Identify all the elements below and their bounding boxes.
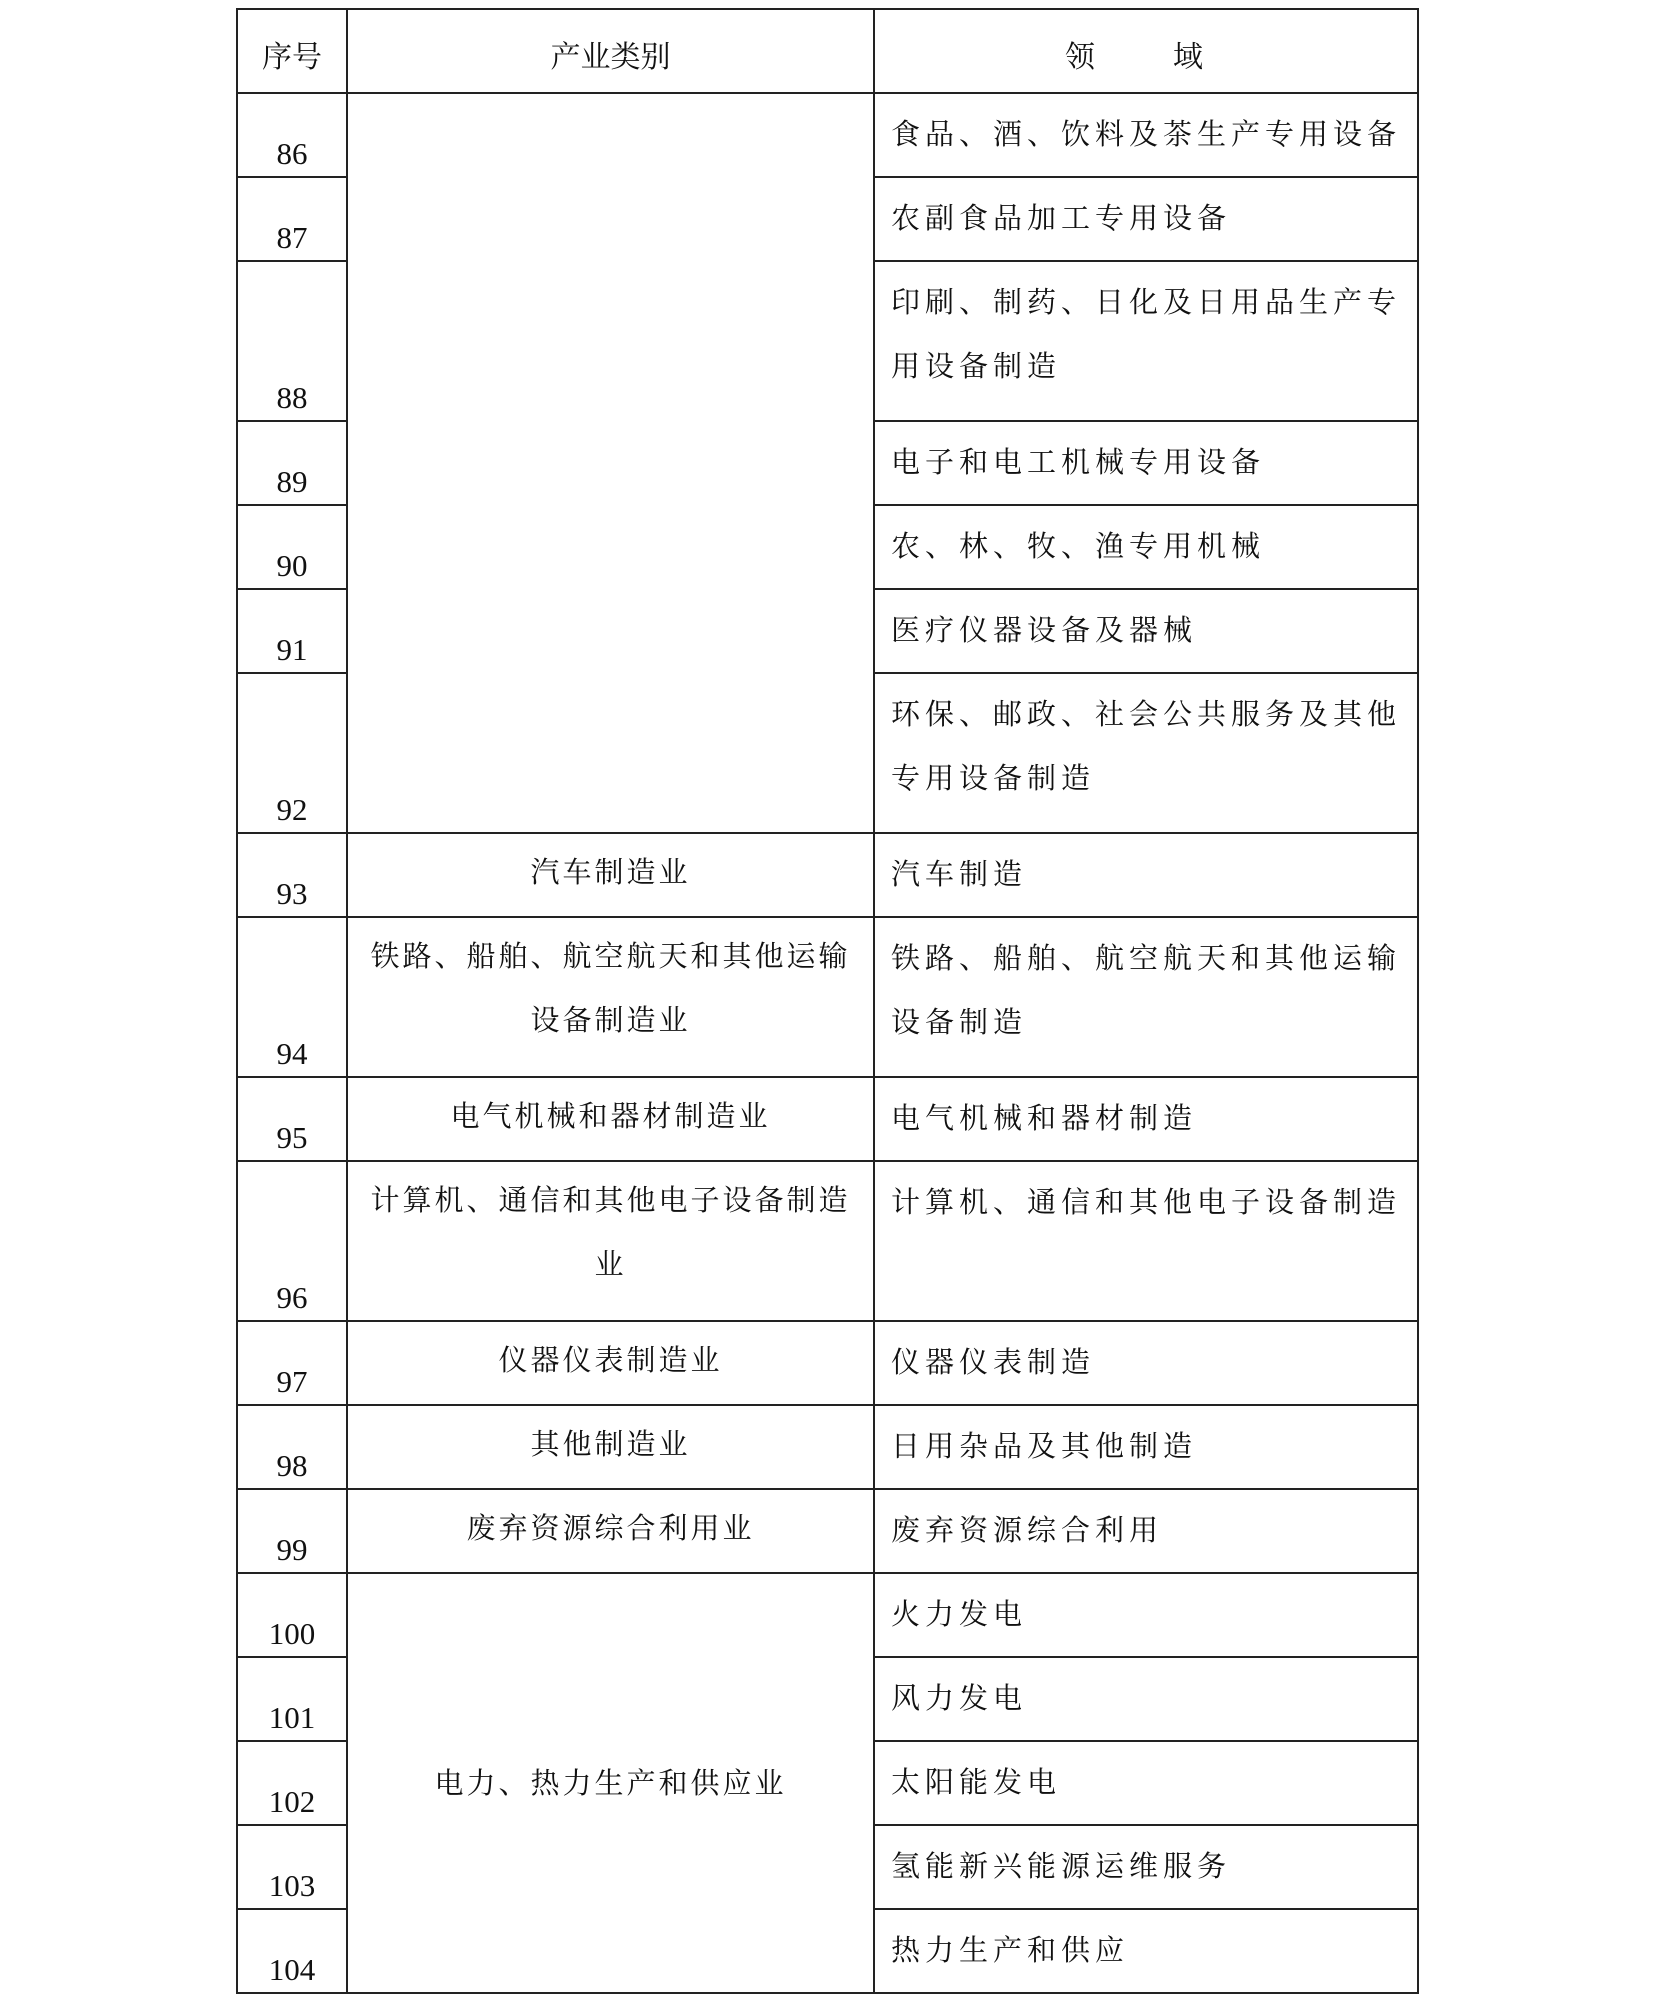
row-category: 废弃资源综合利用业 xyxy=(347,1489,874,1573)
industry-table xyxy=(236,8,1419,1994)
row-category: 其他制造业 xyxy=(347,1405,874,1489)
row-index: 88 xyxy=(237,261,347,421)
table-row xyxy=(237,1161,1418,1321)
row-index: 99 xyxy=(237,1489,347,1573)
row-field: 环保、邮政、社会公共服务及其他专用设备制造 xyxy=(874,673,1418,833)
row-index: 87 xyxy=(237,177,347,261)
row-field: 印刷、制药、日化及日用品生产专用设备制造 xyxy=(874,261,1418,421)
row-field: 农副食品加工专用设备 xyxy=(874,177,1418,261)
table-row xyxy=(237,93,1418,177)
row-category: 计算机、通信和其他电子设备制造业 xyxy=(347,1161,874,1321)
row-index: 104 xyxy=(237,1909,347,1993)
row-index: 94 xyxy=(237,917,347,1077)
row-category: 电气机械和器材制造业 xyxy=(347,1077,874,1161)
row-index: 98 xyxy=(237,1405,347,1489)
row-field: 食品、酒、饮料及茶生产专用设备 xyxy=(874,93,1418,177)
row-field: 汽车制造 xyxy=(874,833,1418,917)
row-category: 电力、热力生产和供应业 xyxy=(347,1573,874,1993)
row-category: 仪器仪表制造业 xyxy=(347,1321,874,1405)
row-field: 废弃资源综合利用 xyxy=(874,1489,1418,1573)
row-field: 电子和电工机械专用设备 xyxy=(874,421,1418,505)
row-field: 医疗仪器设备及器械 xyxy=(874,589,1418,673)
table-row xyxy=(237,1573,1418,1657)
table-row xyxy=(237,833,1418,917)
row-field: 仪器仪表制造 xyxy=(874,1321,1418,1405)
row-field: 铁路、船舶、航空航天和其他运输设备制造 xyxy=(874,917,1418,1077)
row-index: 93 xyxy=(237,833,347,917)
row-field: 风力发电 xyxy=(874,1657,1418,1741)
header-index: 序号 xyxy=(237,9,347,93)
row-field: 日用杂品及其他制造 xyxy=(874,1405,1418,1489)
row-index: 100 xyxy=(237,1573,347,1657)
row-index: 92 xyxy=(237,673,347,833)
row-field: 电气机械和器材制造 xyxy=(874,1077,1418,1161)
table-header-row xyxy=(237,9,1418,93)
row-index: 89 xyxy=(237,421,347,505)
row-field: 农、林、牧、渔专用机械 xyxy=(874,505,1418,589)
table-row xyxy=(237,1405,1418,1489)
row-field: 计算机、通信和其他电子设备制造 xyxy=(874,1161,1418,1321)
row-index: 86 xyxy=(237,93,347,177)
row-index: 96 xyxy=(237,1161,347,1321)
row-category: 铁路、船舶、航空航天和其他运输设备制造业 xyxy=(347,917,874,1077)
row-category xyxy=(347,93,874,833)
row-index: 101 xyxy=(237,1657,347,1741)
table-row xyxy=(237,917,1418,1077)
row-index: 95 xyxy=(237,1077,347,1161)
row-index: 97 xyxy=(237,1321,347,1405)
row-index: 103 xyxy=(237,1825,347,1909)
row-index: 91 xyxy=(237,589,347,673)
header-category: 产业类别 xyxy=(347,9,874,93)
header-field: 领 域 xyxy=(874,9,1418,93)
table-row xyxy=(237,1321,1418,1405)
row-field: 热力生产和供应 xyxy=(874,1909,1418,1993)
row-field: 太阳能发电 xyxy=(874,1741,1418,1825)
row-index: 102 xyxy=(237,1741,347,1825)
row-category: 汽车制造业 xyxy=(347,833,874,917)
row-field: 氢能新兴能源运维服务 xyxy=(874,1825,1418,1909)
row-field: 火力发电 xyxy=(874,1573,1418,1657)
table-row xyxy=(237,1077,1418,1161)
table-row xyxy=(237,1489,1418,1573)
row-index: 90 xyxy=(237,505,347,589)
